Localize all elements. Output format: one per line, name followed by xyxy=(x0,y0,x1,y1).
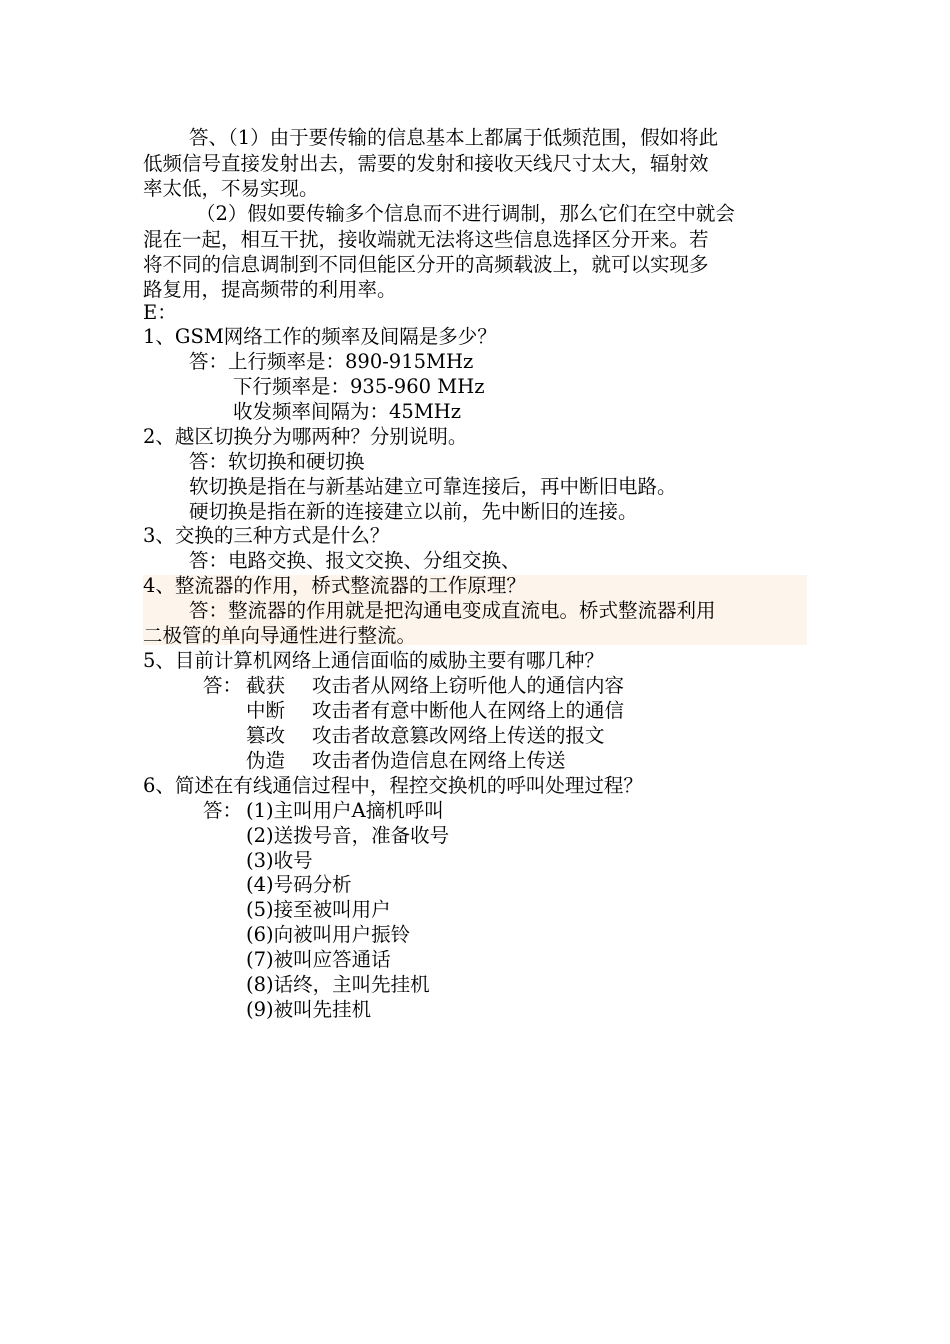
question-3: 3、交换的三种方式是什么？ xyxy=(143,524,390,547)
answer-prefix: 答： xyxy=(203,799,243,822)
answer-line: （2）假如要传输多个信息而不进行调制，那么它们在空中就会 xyxy=(196,202,735,225)
answer-line: 下行频率是：935-960 MHz xyxy=(233,375,485,398)
step-item: (4)号码分析 xyxy=(246,873,352,896)
answer-line: 答、（1）由于要传输的信息基本上都属于低频范围，假如将此 xyxy=(189,126,719,149)
question-5: 5、目前计算机网络上通信面临的威胁主要有哪几种？ xyxy=(143,649,604,672)
section-heading: E： xyxy=(143,301,177,324)
threat-desc: 攻击者伪造信息在网络上传送 xyxy=(312,749,566,772)
step-item: (1)主叫用户A摘机呼叫 xyxy=(246,799,444,822)
answer-line: 硬切换是指在新的连接建立以前，先中断旧的连接。 xyxy=(189,500,638,523)
answer-prefix: 答： xyxy=(203,674,243,697)
step-item: (6)向被叫用户振铃 xyxy=(246,923,411,946)
question-2: 2、越区切换分为哪两种？分别说明。 xyxy=(143,425,468,448)
answer-line: 收发频率间隔为：45MHz xyxy=(233,400,462,423)
answer-line: 混在一起，相互干扰，接收端就无法将这些信息选择区分开来。若 xyxy=(143,228,709,251)
step-item: (2)送拨号音，准备收号 xyxy=(246,824,450,847)
answer-line: 将不同的信息调制到不同但能区分开的高频载波上，就可以实现多 xyxy=(143,253,709,276)
question-4: 4、整流器的作用，桥式整流器的工作原理？ xyxy=(143,574,526,597)
answer-line: 软切换是指在与新基站建立可靠连接后，再中断旧电路。 xyxy=(189,475,677,498)
step-item: (3)收号 xyxy=(246,849,313,872)
step-item: (7)被叫应答通话 xyxy=(246,948,391,971)
answer-line: 答：整流器的作用就是把沟通电变成直流电。桥式整流器利用 xyxy=(189,599,716,622)
answer-line: 低频信号直接发射出去，需要的发射和接收天线尺寸太大，辐射效 xyxy=(143,152,709,175)
answer-line: 路复用，提高频带的利用率。 xyxy=(143,278,397,301)
threat-name: 截获 xyxy=(246,674,286,697)
question-1: 1、GSM网络工作的频率及间隔是多少？ xyxy=(143,325,497,348)
answer-line: 答：软切换和硬切换 xyxy=(189,450,365,473)
question-6: 6、简述在有线通信过程中，程控交换机的呼叫处理过程？ xyxy=(143,774,643,797)
threat-name: 伪造 xyxy=(246,749,286,772)
step-item: (5)接至被叫用户 xyxy=(246,898,391,921)
threat-desc: 攻击者从网络上窃听他人的通信内容 xyxy=(312,674,625,697)
threat-desc: 攻击者故意篡改网络上传送的报文 xyxy=(312,724,605,747)
threat-name: 中断 xyxy=(246,699,286,722)
answer-line: 二极管的单向导通性进行整流。 xyxy=(143,624,417,647)
answer-line: 答：电路交换、报文交换、分组交换、 xyxy=(189,549,521,572)
answer-line: 率太低，不易实现。 xyxy=(143,177,319,200)
step-item: (9)被叫先挂机 xyxy=(246,998,372,1021)
threat-desc: 攻击者有意中断他人在网络上的通信 xyxy=(312,699,625,722)
answer-line: 答：上行频率是：890-915MHz xyxy=(189,350,474,373)
threat-name: 篡改 xyxy=(246,724,286,747)
step-item: (8)话终，主叫先挂机 xyxy=(246,973,430,996)
